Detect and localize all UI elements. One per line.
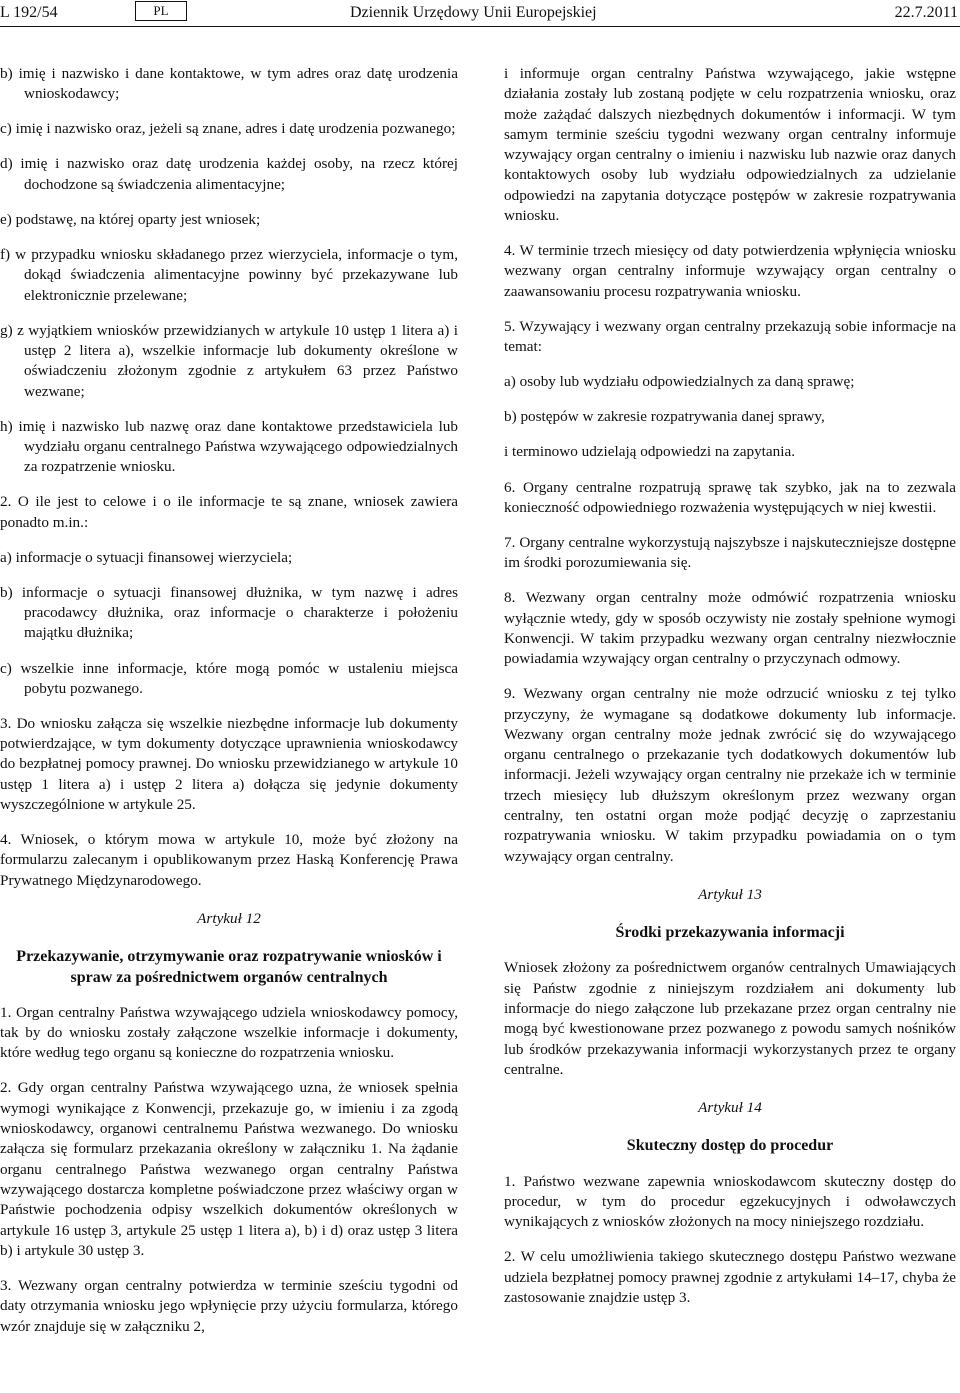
list-item: c) wszelkie inne informacje, które mogą pomóc w ustaleniu miejsca pobytu pozwanego. — [0, 659, 458, 697]
page-number: L 192/54 — [0, 4, 58, 21]
paragraph: Wniosek złożony za pośrednictwem organów centralnych Umawiających się Państw zgodnie z niniejszym rozdziałem ani dokumenty lub informacje do niego załączone lub przekazane przez organ centralny nie mogą być kwestionowane przez pozwanego z powodu samych nośników lub środków przekazywania informacji wykorzystanych przez te organy centralne. — [504, 959, 956, 1078]
list-item: a) osoby lub wydziału odpowiedzialnych za daną sprawę; — [504, 373, 855, 391]
paragraph: 1. Organ centralny Państwa wzywającego udziela wnioskodawcy pomocy, tak by do wniosku zostały załączone wszelkie informacje i dokumenty, które według tego organu są konieczne do rozpatrzenia wniosku. — [0, 1003, 458, 1062]
list-item: b) imię i nazwisko i dane kontaktowe, w tym adres oraz datę urodzenia wnioskodawcy; — [0, 65, 458, 103]
paragraph: 9. Wezwany organ centralny nie może odrzucić wniosku z tej tylko przyczyny, że wymagane są dodatkowe dokumenty lub informacje. Wezwany organ centralny może jednak zwrócić się do wzywającego organu centralnego o przekazanie tych dodatkowych dokumentów lub informacji. Jeżeli wzywający organ centralny nie przekaże ich w terminie trzech miesięcy lub dłuższym określonym przez wezwany organ centralny, ten ostatni organ może podjąć decyzję o zaprzestaniu rozpatrywania wniosku. W takim przypadku powiadamia on o tym wzywający organ centralny. — [504, 685, 956, 865]
header-rule — [0, 26, 960, 27]
paragraph: 8. Wezwany organ centralny może odmówić rozpatrzenia wniosku wyłącznie wtedy, gdy w sposób oczywisty nie zostały spełnione wymogi Konwencji. W takim przypadku wezwany organ centralny niezwłocznie powiadamia wzywający organ centralny o przyczynach odmowy. — [504, 589, 956, 668]
paragraph: 1. Państwo wezwane zapewnia wnioskodawcom skuteczny dostęp do procedur, w tym do procedur egzekucyjnych i odwoławczych wynikających z wniosków złożonych na mocy niniejszego rozdziału. — [504, 1172, 956, 1231]
left-column — [0, 64, 458, 1352]
paragraph: 2. W celu umożliwienia takiego skutecznego dostępu Państwo wezwane udziela bezpłatnej pomocy prawnej zgodnie z artykułami 14–17, chyba że zastosowanie znajdzie ustęp 3. — [504, 1248, 956, 1306]
paragraph: 6. Organy centralne rozpatrują sprawę tak szybko, jak na to zezwala konieczność odpowiedniego rozważenia występujących w niej kwestii. — [504, 478, 956, 516]
publication-date: 22.7.2011 — [894, 4, 958, 21]
list-item: e) podstawę, na której oparty jest wniosek; — [0, 210, 261, 228]
list-item: b) postępów w zakresie rozpatrywania danej sprawy, — [504, 408, 825, 426]
article-title: Przekazywanie, otrzymywanie oraz rozpatrywanie wniosków i spraw za pośrednictwem organów centralnych — [16, 948, 442, 986]
paragraph: 2. Gdy organ centralny Państwa wzywającego uzna, że wniosek spełnia wymogi wynikające z Konwencji, przekazuje go, w imieniu i za zgodą wnioskodawcy, organowi centralnemu Państwa wezwanego. Do wniosku załącza się formularz przekazania określony w załączniku 1. Na żądanie organu centralnego Państwa wezwanego organ centralny Państwa wzywającego dostarcza kompletne poświadczone przez właściwy organ w Państwie pochodzenia odpisy wszelkich dokumentów określonych w artykule 16 ustęp 3, artykule 25 ustęp 1 litera a), b) i d) oraz ustęp 3 litera b) i artykule 30 ustęp 3. — [0, 1079, 458, 1259]
article-title: Środki przekazywania informacji — [615, 924, 845, 942]
paragraph: 2. O ile jest to celowe i o ile informacje te są znane, wniosek zawiera ponadto m.in.: — [0, 493, 458, 531]
paragraph: 7. Organy centralne wykorzystują najszybsze i najskuteczniejsze dostępne im środki porozumiewania się. — [504, 533, 956, 572]
article-number: Artykuł 14 — [698, 1099, 762, 1117]
language-badge: PL — [135, 1, 187, 21]
list-item: c) imię i nazwisko oraz, jeżeli są znane, adres i datę urodzenia pozwanego; — [0, 120, 456, 138]
list-item: f) w przypadku wniosku składanego przez wierzyciela, informacje o tym, dokąd świadczenia alimentacyjne powinny być przekazywane lub elektronicznie przelewane; — [0, 245, 458, 304]
journal-title: Dziennik Urzędowy Unii Europejskiej — [350, 4, 597, 21]
paragraph: 3. Wezwany organ centralny potwierdza w terminie sześciu tygodni od daty otrzymania wniosku jego wpłynięcie przy użyciu formularza, którego wzór znajduje się w załączniku 2, — [0, 1276, 458, 1335]
paragraph: 5. Wzywający i wezwany organ centralny przekazują sobie informacje na temat: — [504, 317, 956, 356]
paragraph: i terminowo udzielają odpowiedzi na zapytania. — [504, 443, 795, 461]
paragraph: i informuje organ centralny Państwa wzywającego, jakie wstępne działania zostały lub zostaną podjęte w celu rozpatrzenia wniosku, oraz może zażądać dalszych niezbędnych dokumentów i informacji. W tym samym terminie sześciu tygodni wezwany organ centralny informuje wzywający organ centralny o imieniu i nazwisku lub nazwie oraz danych kontaktowych osoby lub wydziału odpowiedzialnych za udzielanie odpowiedzi na zapytania dotyczące postępów w zakresie rozpatrywania wniosku. — [504, 65, 956, 225]
list-item: b) informacje o sytuacji finansowej dłużnika, w tym nazwę i adres pracodawcy dłużnika, oraz informacje o charakterze i położeniu majątku dłużnika; — [0, 583, 458, 642]
paragraph: 4. W terminie trzech miesięcy od daty potwierdzenia wpłynięcia wniosku wezwany organ centralny informuje wzywający organ centralny o zaawansowaniu procesu rozpatrywania wniosku. — [504, 242, 956, 300]
paragraph: 4. Wniosek, o którym mowa w artykule 10, może być złożony na formularzu zalecanym i opublikowanym przez Haską Konferencję Prawa Prywatnego Międzynarodowego. — [0, 831, 458, 889]
page-header — [0, 0, 960, 26]
right-column — [504, 64, 956, 1323]
list-item: a) informacje o sytuacji finansowej wierzyciela; — [0, 548, 293, 566]
paragraph: 3. Do wniosku załącza się wszelkie niezbędne informacje lub dokumenty potwierdzające, w tym dokumenty dotyczące uprawnienia wnioskodawcy do bezpłatnej pomocy prawnej. Do wniosku przewidzianego w artykule 10 ustęp 1 litera a) i ustęp 2 litera a) dołącza się jedynie dokumenty wyszczególnione w artykule 25. — [0, 714, 458, 814]
article-number: Artykuł 12 — [197, 910, 261, 928]
list-item: d) imię i nazwisko oraz datę urodzenia każdej osoby, na rzecz której dochodzone są świadczenia alimentacyjne; — [0, 155, 458, 193]
list-item: g) z wyjątkiem wniosków przewidzianych w artykule 10 ustęp 1 litera a) i ustęp 2 litera a), wszelkie informacje lub dokumenty określone w oświadczeniu złożonym zgodnie z artykułem 63 przez Państwo wezwane; — [0, 321, 458, 400]
list-item: h) imię i nazwisko lub nazwę oraz dane kontaktowe przedstawiciela lub wydziału organu centralnego Państwa wzywającego odpowiedzialnych za rozpatrzenie wniosku. — [0, 417, 458, 476]
article-title: Skuteczny dostęp do procedur — [626, 1137, 834, 1155]
article-number: Artykuł 13 — [698, 885, 762, 903]
